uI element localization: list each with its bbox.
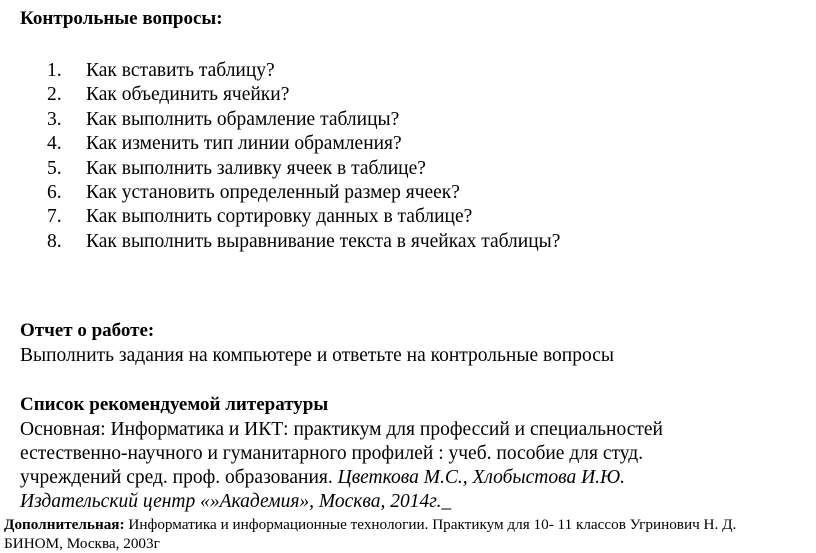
- additional-literature-label: Дополнительная:: [4, 516, 125, 533]
- question-number: 4.: [47, 133, 62, 155]
- question-text: Как выполнить сортировку данных в таблице?: [86, 206, 473, 228]
- main-literature-line-1: Основная: Информатика и ИКТ: практикум для профессий и специальностей: [20, 419, 663, 440]
- question-number: 7.: [47, 206, 62, 228]
- main-literature-line-3: [20, 466, 625, 490]
- question-item: [47, 230, 560, 254]
- question-text: Как выполнить обрамление таблицы?: [86, 108, 400, 130]
- question-text: Как выполнить выравнивание текста в ячейках таблицы?: [86, 230, 561, 252]
- question-text: Как вставить таблицу?: [86, 60, 275, 81]
- report-heading: Отчет о работе:: [20, 320, 155, 341]
- main-literature-line-3-plain: учреждений сред. проф. образования.: [20, 467, 338, 488]
- question-item: [47, 108, 560, 132]
- question-item: [47, 157, 560, 181]
- additional-literature-line-1: [4, 515, 736, 534]
- questions-list: [47, 59, 560, 254]
- question-item: [47, 205, 560, 229]
- question-text: Как изменить тип линии обрамления?: [86, 133, 402, 155]
- question-item: [47, 181, 560, 205]
- question-number: 1.: [47, 60, 62, 81]
- question-text: Как объединить ячейки?: [86, 84, 290, 106]
- question-number: 3.: [47, 108, 62, 130]
- report-text: Выполнить задания на компьютере и ответьте на контрольные вопросы: [20, 345, 614, 366]
- question-item: [47, 83, 560, 107]
- main-literature-line-2: естественно-научного и гуманитарного профилей : учеб. пособие для студ.: [20, 443, 644, 464]
- question-number: 8.: [47, 230, 62, 252]
- question-number: 2.: [47, 84, 62, 106]
- literature-heading: Список рекомендуемой литературы: [20, 394, 329, 415]
- main-literature-authors: Цветкова М.С., Хлобыстова И.Ю.: [337, 467, 626, 488]
- question-item: [47, 132, 560, 156]
- question-number: 5.: [47, 157, 62, 179]
- additional-literature-line-2: БИНОМ, Москва, 2003г: [4, 535, 160, 552]
- questions-heading: Контрольные вопросы:: [20, 8, 223, 29]
- question-item: [47, 59, 560, 83]
- question-number: 6.: [47, 181, 62, 203]
- additional-literature-text: Информатика и информационные технологии. Практикум для 10- 11 классов Угринович Н. Д.: [124, 516, 737, 533]
- main-literature-publisher: Издательский центр «»Академия», Москва, 2014г._: [20, 491, 452, 512]
- question-text: Как выполнить заливку ячеек в таблице?: [86, 157, 426, 179]
- question-text: Как установить определенный размер ячеек?: [86, 181, 460, 203]
